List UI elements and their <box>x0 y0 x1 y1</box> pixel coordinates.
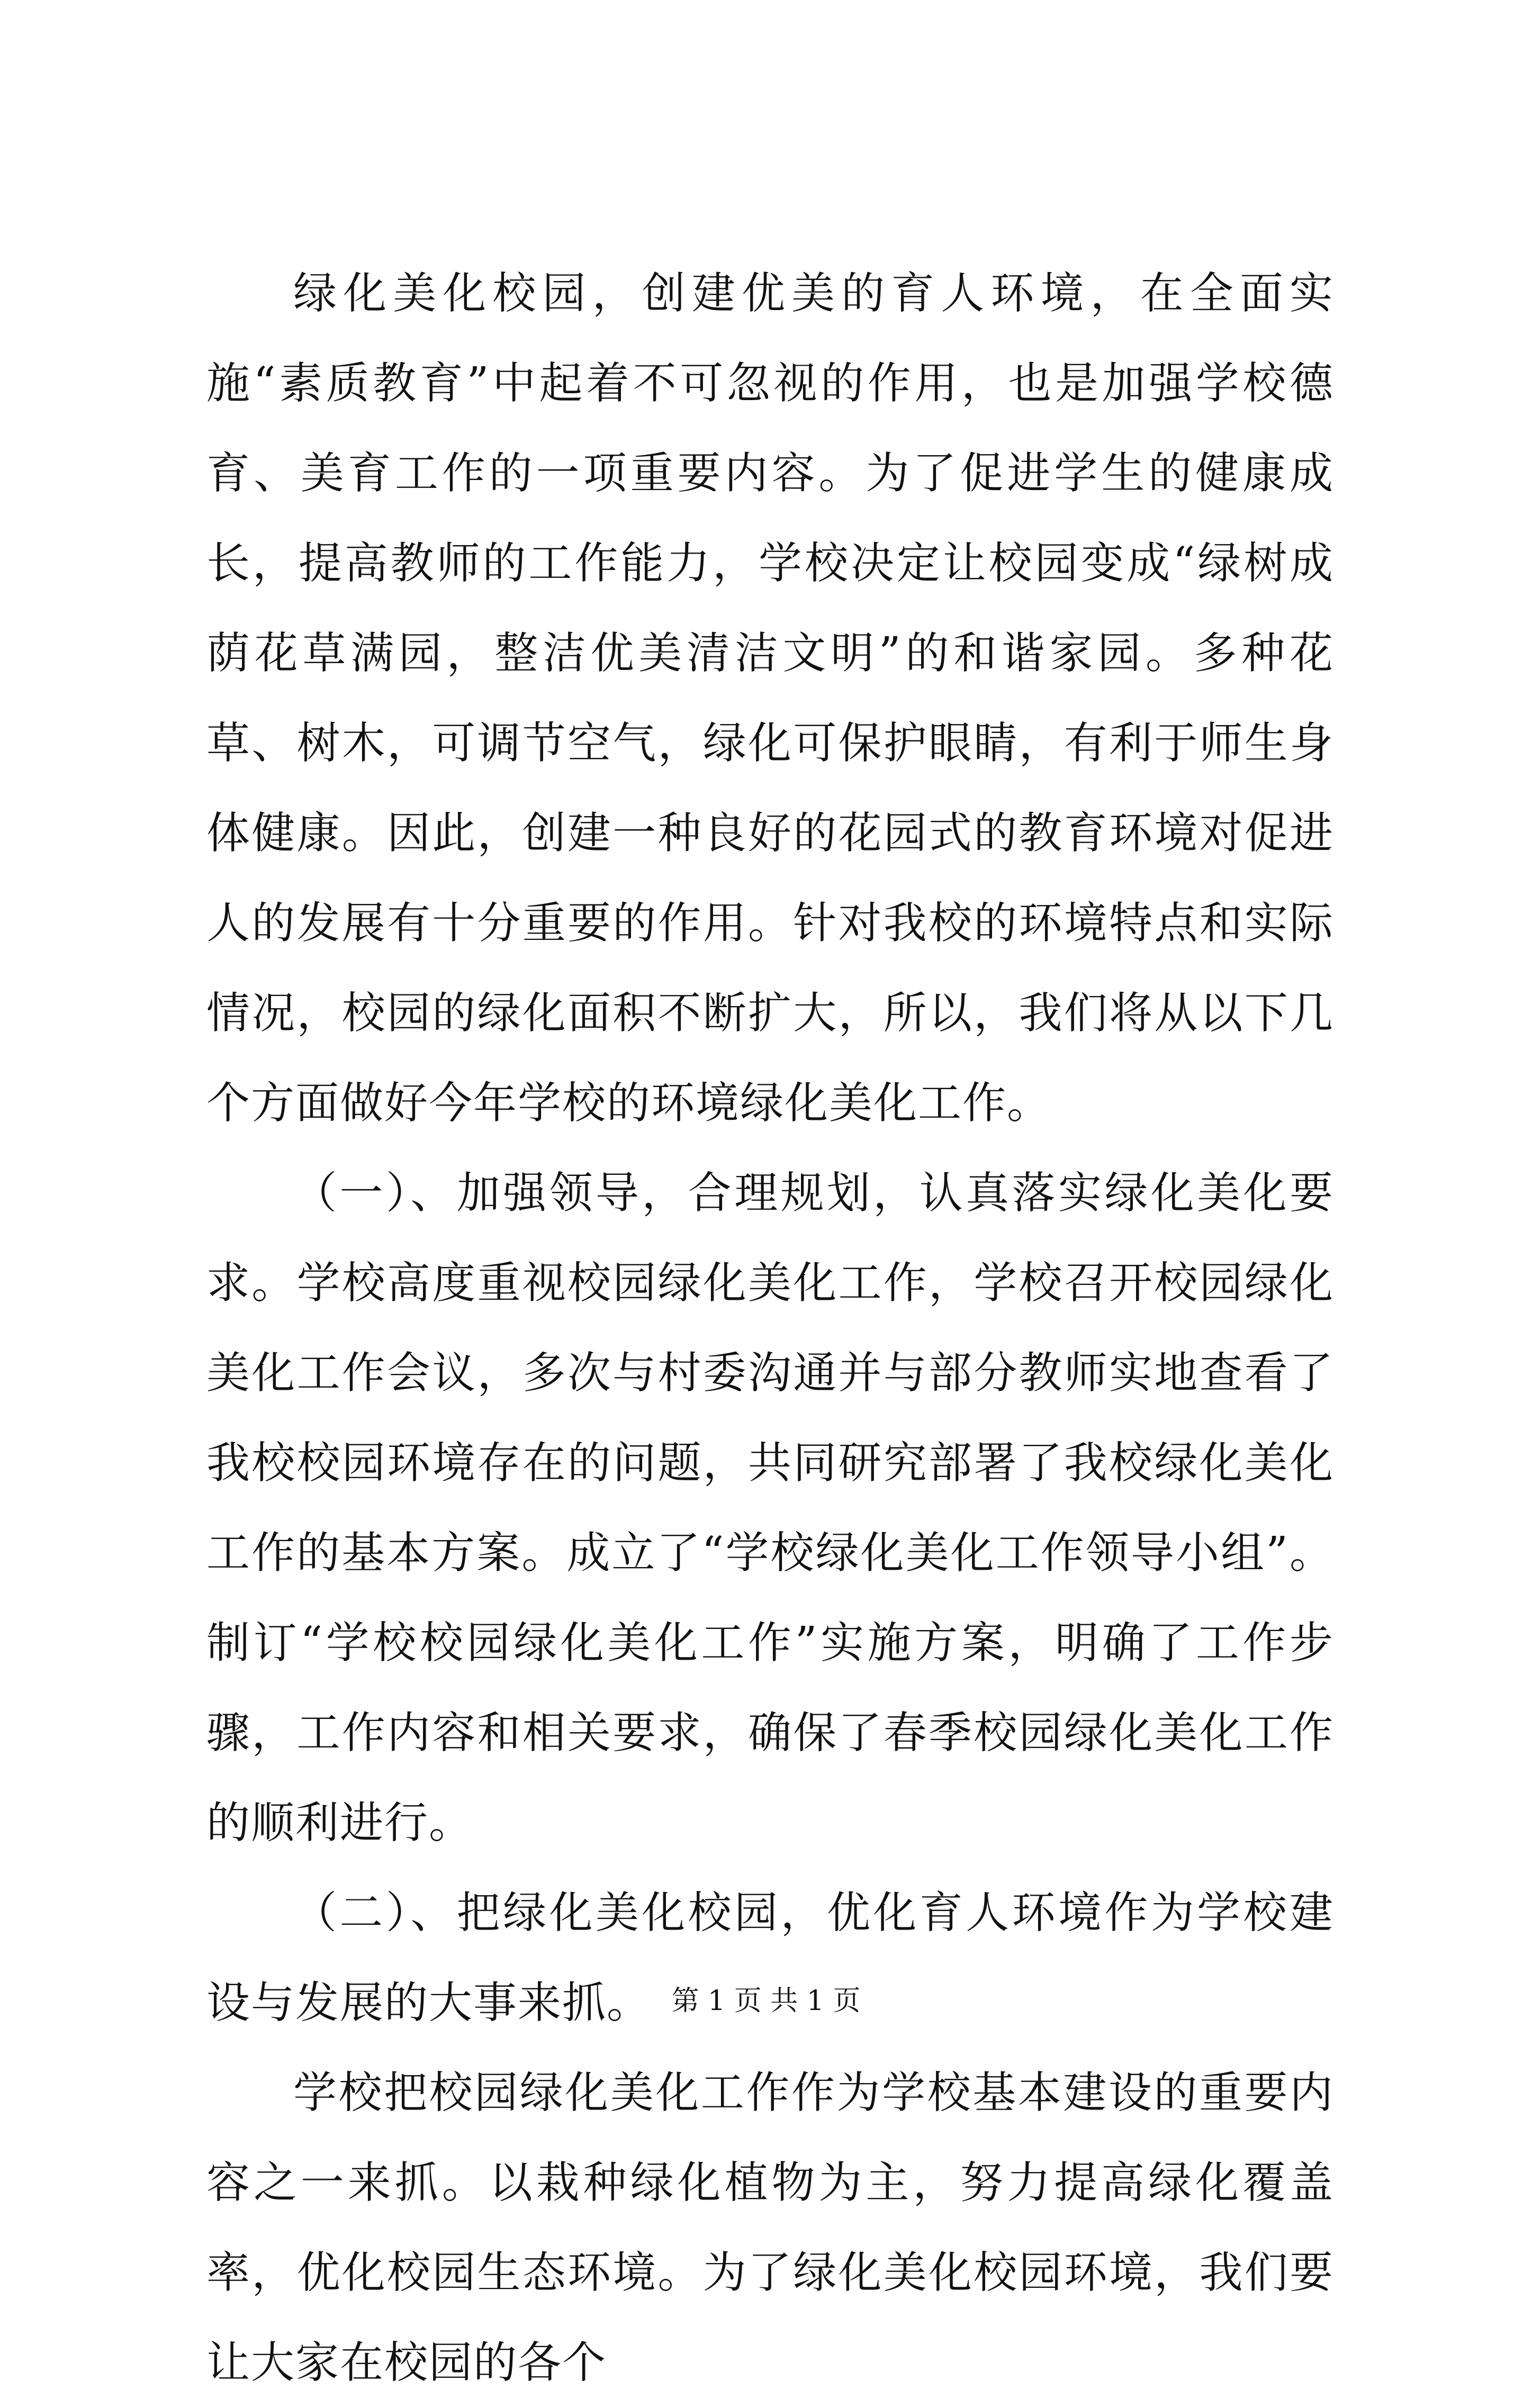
paragraph-intro: 绿化美化校园，创建优美的育人环境，在全面实施“素质教育”中起着不可忽视的作用，也是加强学校德育、美育工作的一项重要内容。为了促进学生的健康成长，提高教师的工作能力，学校决定让校园变成“绿树成荫花草满园，整洁优美清洁文明”的和谐家园。多种花草、树木，可调节空气，绿化可保护眼睛，有利于师生身体健康。因此，创建一种良好的花园式的教育环境对促进人的发展有十分重要的作用。针对我校的环境特点和实际情况，校园的绿化面积不断扩大，所以，我们将从以下几个方面做好今年学校的环境绿化美化工作。 <box>206 268 1334 1128</box>
paragraph-section-1: （一）、加强领导，合理规划，认真落实绿化美化要求。学校高度重视校园绿化美化工作，学校召开校园绿化美化工作会议，多次与村委沟通并与部分教师实地查看了我校校园环境存在的问题，共同研究部署了我校绿化美化工作的基本方案。成立了“学校绿化美化工作领导小组”。制订“学校校园绿化美化工作”实施方案，明确了工作步骤，工作内容和相关要求，确保了春季校园绿化美化工作的顺利进行。 <box>206 1168 1334 1848</box>
page-footer: 第 1 页 共 1 页 <box>671 1985 861 2017</box>
document-body <box>206 249 1334 2408</box>
paragraph-section-2-heading: （二）、把绿化美化校园，优化育人环境作为学校建设与发展的大事来抓。 <box>206 1888 1334 2028</box>
paragraph-section-2-body: 学校把校园绿化美化工作作为学校基本建设的重要内容之一来抓。以栽种绿化植物为主，努力提高绿化覆盖率，优化校园生态环境。为了绿化美化校园环境，我们要让大家在校园的各个 <box>206 2068 1334 2388</box>
